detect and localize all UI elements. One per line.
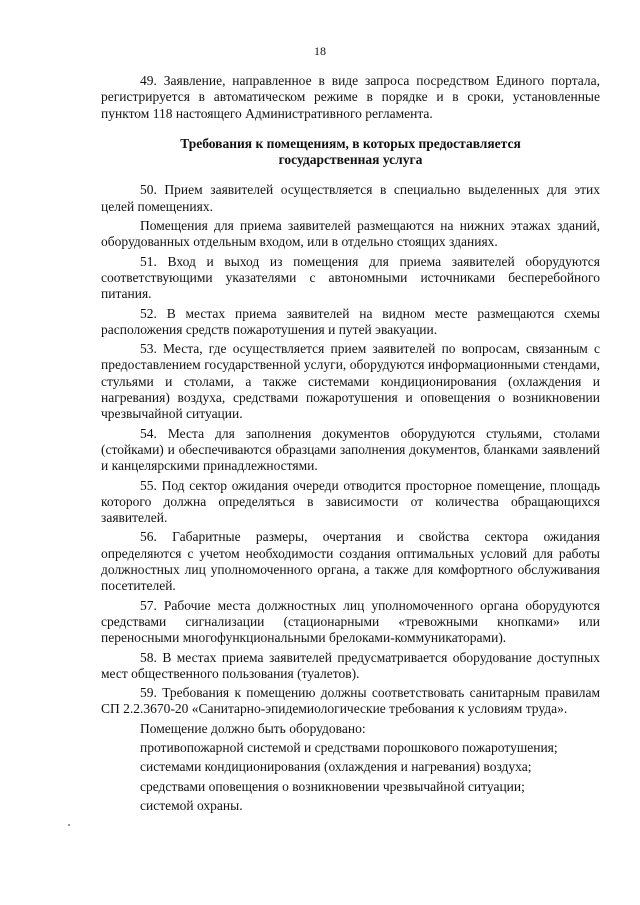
paragraph-59: 59. Требования к помещению должны соответствовать санитарным правилам СП 2.2.3670-20 «Санитарно-эпидемиологические требования к условиям труда». [101,685,600,717]
section-heading-line-1: Требования к помещениям, в которых предоставляется [180,135,521,151]
document-body [101,73,600,817]
paragraph-54: 54. Места для заполнения документов оборудуются стульями, столами (стойками) и обеспечиваются образцами заполнения документов, бланками заявлений и канцелярскими принадлежностями. [101,425,600,474]
equipment-list-item: средствами оповещения о возникновении чрезвычайной ситуации; [140,778,525,794]
paragraph-58: 58. В местах приема заявителей предусматривается оборудование доступных мест общественного пользования (туалетов). [101,649,600,681]
paragraph-52: 52. В местах приема заявителей на видном месте размещаются схемы расположения средств пожаротушения и путей эвакуации. [101,305,600,337]
section-heading [101,136,600,169]
paragraph-55: 55. Под сектор ожидания очереди отводится просторное помещение, площадь которого должна определяться в зависимости от количества обращающихся заявителей. [101,477,600,526]
equipment-list-item: системами кондиционирования (охлаждения и нагревания) воздуха; [140,759,532,775]
equipment-list-item: противопожарной системой и средствами порошкового пожаротушения; [140,739,558,755]
paragraph-57: 57. Рабочие места должностных лиц уполномоченного органа оборудуются средствами сигнализации (стационарными «тревожными кнопками» или переносными многофункциональными брелоками-коммуникаторами). [101,597,600,646]
scan-speck [68,824,70,826]
paragraph-50-continued: Помещения для приема заявителей размещаются на нижних этажах зданий, оборудованных отдельным входом, или в отдельно стоящих зданиях. [101,218,600,250]
page-number: 18 [314,44,326,58]
equipment-list-item: системой охраны. [140,797,243,813]
paragraph-51: 51. Вход и выход из помещения для приема заявителей оборудуются соответствующими указателями с автономными источниками бесперебойного питания. [101,253,600,302]
paragraph-49: 49. Заявление, направленное в виде запроса посредством Единого портала, регистрируется в автоматическом режиме в порядке и в сроки, установленные пунктом 118 настоящего Административного регламента. [101,73,600,121]
paragraph-50: 50. Прием заявителей осуществляется в специально выделенных для этих целей помещениях. [101,182,600,214]
equipment-list-intro: Помещение должно быть оборудовано: [140,720,366,736]
paragraph-56: 56. Габаритные размеры, очертания и свойства сектора ожидания определяются с учетом необходимости создания оптимальных условий для работы должностных лиц уполномоченного органа, а также для комфортного обслуживания посетителей. [101,529,600,594]
paragraph-53: 53. Места, где осуществляется прием заявителей по вопросам, связанным с предоставлением государственной услуги, оборудуются информационными стендами, стульями и столами, а также системами кондиционирования (охлаждения и нагревания) воздуха, средствами пожаротушения и оповещения о возникновении чрезвычайной ситуации. [101,341,600,422]
section-heading-line-2: государственная услуга [278,152,423,168]
